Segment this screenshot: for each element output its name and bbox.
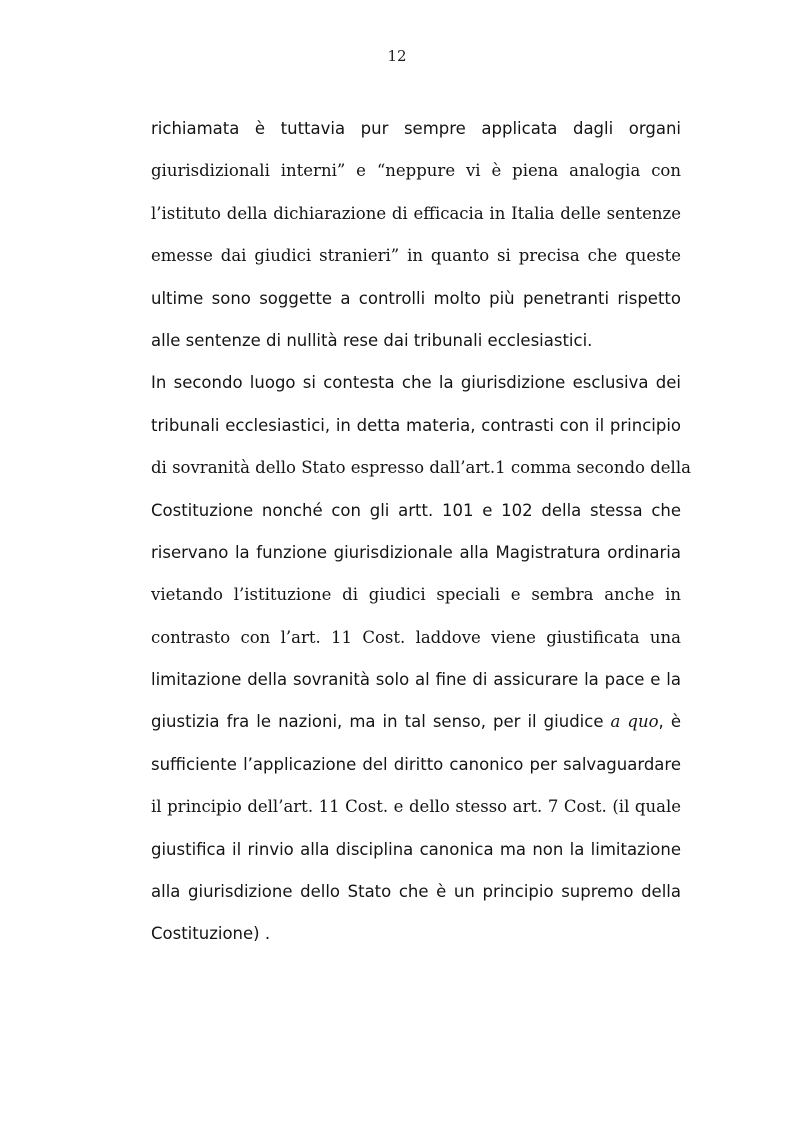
text-line: il principio dell’art. 11 Cost. e dello stesso art. 7 Cost. (il quale <box>151 797 681 817</box>
text-line: tribunali ecclesiastici, in detta materia, contrasti con il principio <box>151 415 681 435</box>
text-line: giurisdizionali interni” e “neppure vi è piena analogia con <box>151 161 681 181</box>
text-segment: , è <box>658 712 681 732</box>
italic-term: a quo <box>610 712 659 732</box>
text-line: Costituzione nonché con gli artt. 101 e 102 della stessa che <box>151 500 681 520</box>
text-line: contrasto con l’art. 11 Cost. laddove viene giustificata una <box>151 627 681 647</box>
text-line: riservano la funzione giurisdizionale alla Magistratura ordinaria <box>151 542 681 562</box>
text-line: Costituzione) . <box>151 924 271 944</box>
page-number: 12 <box>387 47 407 65</box>
text-line: ultime sono soggette a controlli molto più penetranti rispetto <box>151 288 681 308</box>
text-line: di sovranità dello Stato espresso dall’art.1 comma secondo della <box>151 458 691 478</box>
text-line: giustifica il rinvio alla disciplina canonica ma non la limitazione <box>151 839 681 859</box>
text-line: l’istituto della dichiarazione di efficacia in Italia delle sentenze <box>151 203 681 223</box>
text-line: alle sentenze di nullità rese dai tribunali ecclesiastici. <box>151 330 593 350</box>
text-line: limitazione della sovranità solo al fine di assicurare la pace e la <box>151 670 681 690</box>
text-line: richiamata è tuttavia pur sempre applicata dagli organi <box>151 119 681 138</box>
text-line: alla giurisdizione dello Stato che è un principio supremo della <box>151 882 681 902</box>
text-segment: giustizia fra le nazioni, ma in tal senso, per il giudice <box>151 712 611 732</box>
body-text <box>151 108 691 956</box>
text-line: vietando l’istituzione di giudici speciali e sembra anche in <box>151 585 681 605</box>
text-line <box>151 701 681 743</box>
text-line: sufficiente l’applicazione del diritto canonico per salvaguardare <box>151 754 681 774</box>
text-line: In secondo luogo si contesta che la giurisdizione esclusiva dei <box>151 373 681 393</box>
text-line: emesse dai giudici stranieri” in quanto si precisa che queste <box>151 246 681 266</box>
